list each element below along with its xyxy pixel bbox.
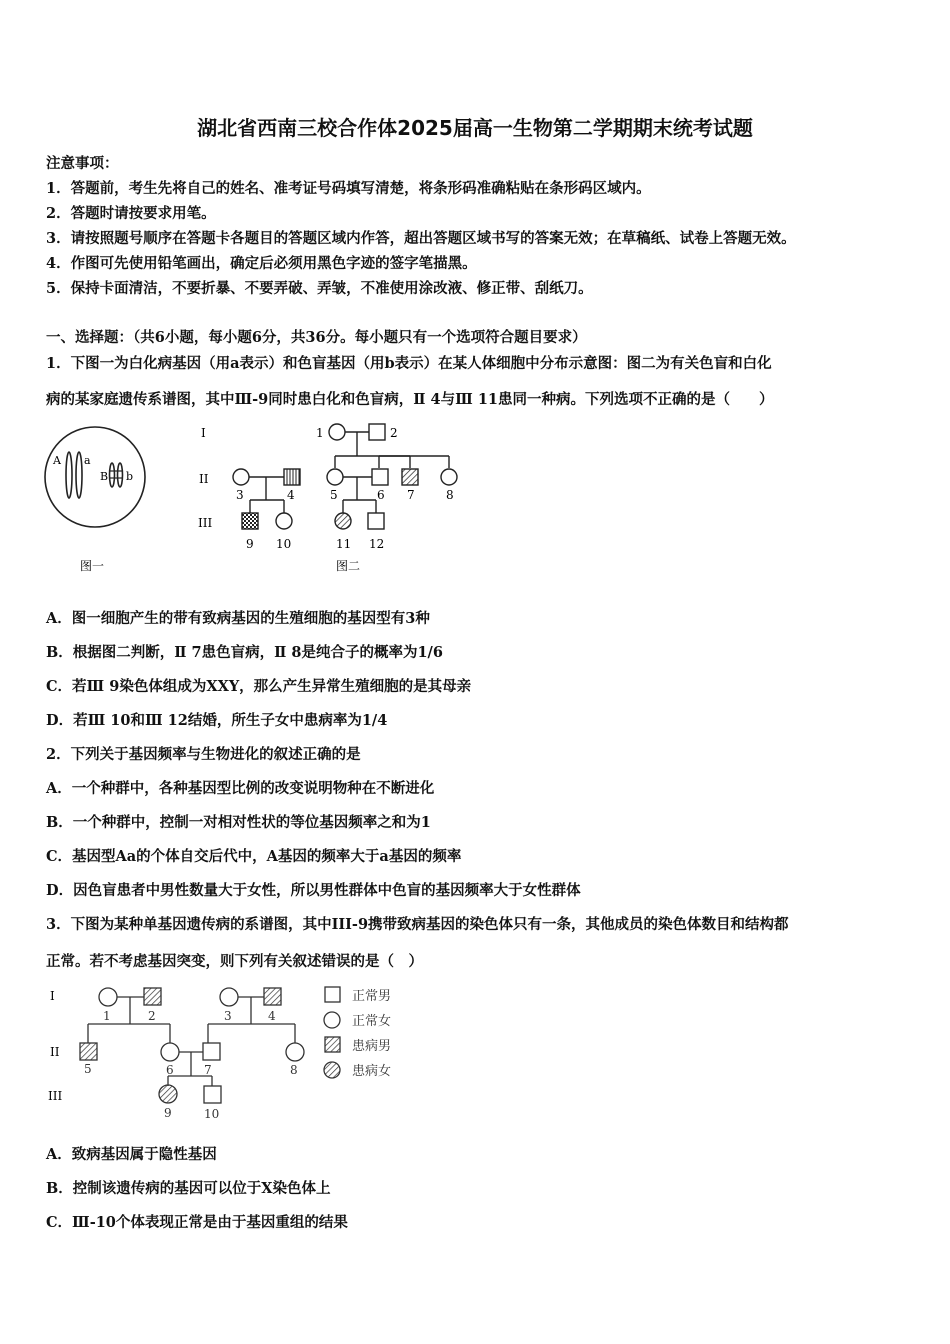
generation-label: II — [199, 472, 209, 486]
legend-label: 患病男 — [352, 1039, 392, 1054]
answer-option: C．基因型Aa的个体自交后代中，A基因的频率大于a基因的频率 — [46, 848, 462, 865]
notice-item: 3．请按照题号顺序在答题卡各题目的答题区域内作答，超出答题区域书写的答案无效；在草稿纸、试卷上答题无效。 — [46, 230, 796, 247]
legend-affected-male-symbol — [325, 1037, 340, 1052]
individual-number: 4 — [287, 488, 295, 502]
individual-number: 4 — [268, 1009, 276, 1023]
notice-item: 1．答题前，考生先将自己的姓名、准考证号码填写清楚，将条形码准确粘贴在条形码区域内。 — [46, 180, 651, 197]
pedigree-male — [204, 1086, 221, 1103]
pedigree-affected-male — [264, 988, 281, 1005]
answer-option: A．图一细胞产生的带有致病基因的生殖细胞的基因型有3种 — [46, 610, 430, 627]
legend-label: 正常男 — [352, 989, 392, 1004]
allele-label: a — [84, 454, 91, 467]
pedigree-female — [329, 424, 345, 440]
chromosome — [66, 452, 72, 498]
notice-item: 5．保持卡面清洁，不要折暴、不要弄破、弄皱，不准使用涂改液、修正带、刮纸刀。 — [46, 280, 593, 297]
pedigree-affected-female — [335, 513, 351, 529]
pedigree-male — [368, 513, 384, 529]
answer-option: B．一个种群中，控制一对相对性状的等位基因频率之和为1 — [46, 814, 431, 831]
individual-number: 7 — [407, 488, 415, 502]
individual-number: 1 — [103, 1009, 111, 1023]
answer-option: B．根据图二判断，Ⅱ 7患色盲病，Ⅱ 8是纯合子的概率为1/6 — [46, 644, 443, 661]
generation-label: II — [50, 1045, 60, 1059]
answer-option: B．控制该遗传病的基因可以位于X染色体上 — [46, 1180, 331, 1197]
answer-option: A．一个种群中，各种基因型比例的改变说明物种在不断进化 — [46, 780, 435, 797]
answer-option: C．若Ⅲ 9染色体组成为XXY，那么产生异常生殖细胞的是其母亲 — [46, 678, 472, 695]
answer-option: D．因色盲患者中男性数量大于女性，所以男性群体中色盲的基因频率大于女性群体 — [46, 882, 581, 899]
pedigree-female — [286, 1043, 304, 1061]
figure-label: 图二 — [336, 559, 361, 573]
figure-1-cell-diagram — [40, 420, 160, 580]
individual-number: 8 — [446, 488, 454, 502]
chromosome — [76, 452, 82, 498]
pedigree-affected-male — [80, 1043, 97, 1060]
question-1-stem: 1．下图一为白化病基因（用a表示）和色盲基因（用b表示）在某人体细胞中分布示意图：图二为有关色盲和白化 — [46, 355, 772, 372]
individual-number: 7 — [204, 1063, 212, 1077]
individual-number: 8 — [290, 1063, 298, 1077]
pedigree-female — [233, 469, 249, 485]
notice-item: 2．答题时请按要求用笔。 — [46, 205, 216, 222]
question-2-stem: 2．下列关于基因频率与生物进化的叙述正确的是 — [46, 746, 361, 763]
answer-option: A．致病基因属于隐性基因 — [46, 1146, 217, 1163]
generation-label: III — [198, 516, 213, 530]
legend-label: 患病女 — [352, 1064, 392, 1079]
pedigree-male — [203, 1043, 220, 1060]
pedigree-female — [220, 988, 238, 1006]
generation-label: I — [50, 989, 55, 1003]
individual-number: 1 — [316, 426, 324, 440]
individual-number: 12 — [369, 537, 385, 551]
chromosome — [118, 463, 123, 487]
allele-label: B — [100, 470, 109, 483]
individual-number: 9 — [246, 537, 254, 551]
individual-number: 9 — [164, 1106, 172, 1120]
individual-number: 11 — [336, 537, 352, 551]
legend-label: 正常女 — [352, 1014, 392, 1029]
pedigree-affected-male — [284, 469, 300, 485]
notice-heading: 注意事项： — [46, 155, 119, 172]
individual-number: 6 — [377, 488, 385, 502]
individual-number: 2 — [390, 426, 398, 440]
pedigree-male — [369, 424, 385, 440]
pedigree-female — [99, 988, 117, 1006]
page-title: 湖北省西南三校合作体2025届高一生物第二学期期末统考试题 — [197, 116, 753, 140]
question-3-stem: 3．下图为某种单基因遗传病的系谱图，其中III-9携带致病基因的染色体只有一条，其他成员的染色体数目和结构都 — [46, 916, 789, 933]
legend-normal-male-symbol — [325, 987, 340, 1002]
notice-item: 4．作图可先使用铅笔画出，确定后必须用黑色字迹的签字笔描黑。 — [46, 255, 477, 272]
individual-number: 5 — [84, 1062, 92, 1076]
individual-number: 5 — [330, 488, 338, 502]
generation-label: I — [201, 426, 206, 440]
allele-label: b — [126, 470, 134, 483]
legend-affected-female-symbol — [324, 1062, 340, 1078]
pedigree-affected-male — [144, 988, 161, 1005]
individual-number: 10 — [204, 1107, 220, 1121]
figure-3-pedigree — [40, 980, 430, 1125]
pedigree-female — [327, 469, 343, 485]
figure-2-pedigree — [190, 418, 480, 578]
answer-option: C．Ⅲ-10个体表现正常是由于基因重组的结果 — [46, 1214, 348, 1231]
pedigree-female — [276, 513, 292, 529]
section-heading: 一、选择题：（共6小题，每小题6分，共36分。每小题只有一个选项符合题目要求） — [46, 329, 587, 346]
individual-number: 10 — [276, 537, 292, 551]
allele-label: A — [53, 454, 61, 467]
pedigree-affected-female — [159, 1085, 177, 1103]
pedigree-female — [161, 1043, 179, 1061]
answer-option: D．若Ⅲ 10和Ⅲ 12结婚，所生子女中患病率为1/4 — [46, 712, 388, 729]
chromosome — [110, 463, 115, 487]
pedigree-affected-male — [402, 469, 418, 485]
individual-number: 6 — [166, 1063, 174, 1077]
question-1-stem: 病的某家庭遗传系谱图，其中Ⅲ-9同时患白化和色盲病，Ⅱ 4与Ⅲ 11患同一种病。下列选项不正确的是（ ） — [46, 391, 774, 408]
question-3-stem: 正常。若不考虑基因突变，则下列有关叙述错误的是（ ） — [46, 953, 423, 970]
individual-number: 3 — [224, 1009, 232, 1023]
pedigree-affected-male — [242, 513, 258, 529]
individual-number: 3 — [236, 488, 244, 502]
generation-label: III — [48, 1089, 63, 1103]
individual-number: 2 — [148, 1009, 156, 1023]
figure-label: 图一 — [80, 559, 105, 573]
pedigree-male — [372, 469, 388, 485]
legend-normal-female-symbol — [324, 1012, 340, 1028]
pedigree-female — [441, 469, 457, 485]
